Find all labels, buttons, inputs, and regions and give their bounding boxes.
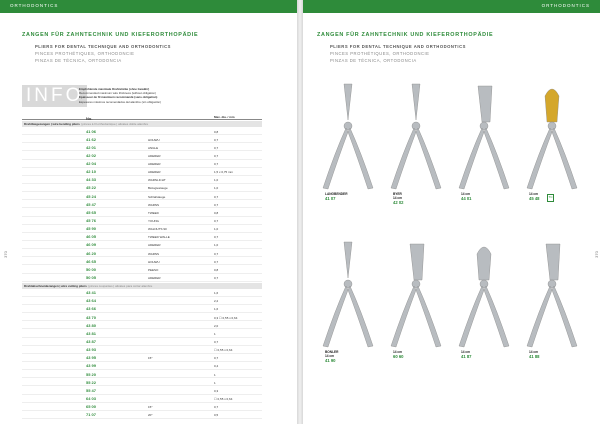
plier-label: 14 cm bbox=[461, 350, 471, 354]
plier-item bbox=[317, 240, 379, 363]
item-number: 55 22 bbox=[86, 379, 97, 385]
plier-item bbox=[317, 82, 379, 201]
title-es: PINZAS DE TÉCNICA, ORTODONCIA bbox=[330, 58, 417, 63]
item-description: 20° bbox=[148, 413, 153, 418]
right-page bbox=[303, 0, 600, 424]
item-max-diameter: 0,8 bbox=[214, 210, 219, 215]
table-row bbox=[22, 200, 262, 208]
table-row bbox=[22, 274, 262, 282]
item-max-diameter: 1,0 bbox=[214, 227, 219, 232]
note-fr: Epaisseur de fil maximum recommandé (sans obligation) bbox=[79, 95, 158, 100]
item-number: 71 07 bbox=[86, 412, 97, 418]
item-number: 42 04 bbox=[86, 161, 97, 167]
item-max-diameter: 0,7 bbox=[214, 276, 219, 281]
item-number: 43 95 bbox=[86, 355, 97, 361]
table-row bbox=[22, 233, 262, 241]
table-row bbox=[22, 249, 262, 257]
item-max-diameter: 1,6 bbox=[214, 291, 219, 296]
section-bending: Drahtbiegezangen | wire bending pliers | pinces à fil orthodontique | alicates doble alambre bbox=[22, 121, 262, 127]
table-row bbox=[22, 362, 262, 370]
left-page bbox=[0, 0, 297, 424]
item-max-diameter: 1,6 bbox=[214, 307, 219, 312]
item-description: TWEED bbox=[148, 210, 159, 215]
item-description: WALNUTS 90 bbox=[148, 227, 167, 232]
plier-number: 60 60 bbox=[393, 354, 404, 359]
plier-size: 14 cm bbox=[393, 196, 403, 200]
item-max-diameter: 0,7 bbox=[214, 137, 219, 142]
table-row bbox=[22, 192, 262, 200]
item-number: 43 70 bbox=[86, 314, 97, 320]
title-fr: PINCES PROTHÉTIQUES, ORTHODONCIE bbox=[330, 51, 430, 56]
header-label: ORTHODONTICS bbox=[10, 3, 59, 8]
note-en: Recommended maximum wire thickness (without obligation) bbox=[79, 91, 156, 96]
item-number: 41 06 bbox=[86, 128, 97, 134]
item-description: Schlafstauge bbox=[148, 194, 166, 199]
info-notes bbox=[79, 87, 161, 104]
item-description: ADERER bbox=[148, 170, 161, 175]
table-row bbox=[22, 321, 262, 329]
item-max-diameter: 0,7 bbox=[214, 162, 219, 167]
item-description: PEESO bbox=[148, 267, 159, 272]
plier-number: 42 02 bbox=[393, 200, 404, 205]
table-row bbox=[22, 329, 262, 337]
item-max-diameter: 0,7 bbox=[214, 235, 219, 240]
item-max-diameter: 0,7 bbox=[214, 194, 219, 199]
table-row bbox=[22, 386, 262, 394]
item-number: 45 65 bbox=[86, 209, 97, 215]
item-number: 43 66 bbox=[86, 306, 97, 312]
item-description: ADERER bbox=[148, 243, 161, 248]
item-max-diameter: 1 bbox=[214, 372, 216, 377]
item-number: 55 20 bbox=[86, 371, 97, 377]
col-max: Max. dia. / mm bbox=[214, 115, 235, 119]
item-max-diameter: 0,7 bbox=[214, 202, 219, 207]
item-number: 45 90 bbox=[86, 226, 97, 232]
title-en: PLIERS FOR DENTAL TECHNIQUE AND ORTHODONTICS bbox=[35, 44, 171, 49]
item-description: 15° bbox=[148, 405, 153, 410]
item-description: YOUNG bbox=[148, 219, 160, 224]
item-number: 43 99 bbox=[86, 363, 97, 369]
info-word: INFO bbox=[22, 85, 87, 107]
item-description: HOHWU bbox=[148, 137, 160, 142]
plier-number: 41 07 bbox=[325, 196, 336, 201]
item-number: 50 00 bbox=[86, 266, 97, 272]
item-number: 65 00 bbox=[86, 404, 97, 410]
plier-number: 41 90 bbox=[325, 358, 336, 363]
table-row bbox=[22, 346, 262, 354]
table-row bbox=[22, 297, 262, 305]
table-row bbox=[22, 127, 262, 135]
plier-label: 14 cm bbox=[393, 350, 403, 354]
item-max-diameter: 1 bbox=[214, 380, 216, 385]
item-description: ADERER bbox=[148, 153, 161, 158]
item-number: 46 09 bbox=[86, 242, 97, 248]
item-max-diameter: 0,8 bbox=[214, 267, 219, 272]
item-description: HOHWU bbox=[148, 259, 160, 264]
plier-illustration bbox=[521, 82, 583, 192]
item-max-diameter: 1,0 bbox=[214, 186, 219, 191]
plier-illustration bbox=[385, 240, 447, 350]
header-label: ORTHODONTICS bbox=[541, 3, 590, 8]
item-max-diameter: 0,4 bbox=[214, 364, 219, 369]
plier-label: 14 cm bbox=[529, 192, 539, 196]
item-number: 43 64 bbox=[86, 298, 97, 304]
rows-cutting bbox=[22, 289, 262, 419]
plier-item bbox=[521, 82, 583, 201]
item-number: 42 02 bbox=[86, 152, 97, 158]
table-row bbox=[22, 313, 262, 321]
item-max-diameter: 0,5 bbox=[214, 413, 219, 418]
table-row bbox=[22, 289, 262, 297]
item-number: 42 01 bbox=[86, 144, 97, 150]
plier-illustration bbox=[317, 240, 379, 350]
item-max-diameter: 1,5 x 0,75 mm bbox=[214, 170, 234, 175]
item-number: 46 65 bbox=[86, 258, 97, 264]
item-max-diameter: 0,7 bbox=[214, 145, 219, 150]
plier-label: BYER bbox=[393, 192, 402, 196]
item-description: WARNS bbox=[148, 202, 160, 207]
table-row bbox=[22, 411, 262, 419]
page-number: 370 bbox=[2, 251, 8, 258]
table-row bbox=[22, 168, 262, 176]
item-max-diameter: 2,0 bbox=[214, 323, 219, 328]
note-es: Espesores máximos recomendados del alambre (sin obligación) bbox=[79, 99, 162, 104]
item-max-diameter: 0,7 bbox=[214, 405, 219, 410]
item-number: 46 20 bbox=[86, 250, 97, 256]
table-row bbox=[22, 395, 262, 403]
item-number: 43 41 bbox=[86, 290, 97, 296]
item-max-diameter: 0,7 bbox=[214, 259, 219, 264]
plier-number: 45 48 bbox=[529, 196, 540, 201]
table-row bbox=[22, 184, 262, 192]
item-max-diameter: 0,7 bbox=[214, 219, 219, 224]
title-de: ZANGEN FÜR ZAHNTECHNIK UND KIEFERORTHOPÄDIE bbox=[317, 32, 494, 38]
item-number: 43 80 bbox=[86, 322, 97, 328]
item-description: ANGLE bbox=[148, 145, 159, 150]
col-no: No. bbox=[86, 115, 93, 121]
item-description: TWEED WALLE bbox=[148, 235, 170, 240]
title-block bbox=[317, 32, 493, 63]
item-number: 55 47 bbox=[86, 387, 97, 393]
table-row bbox=[22, 225, 262, 233]
item-max-diameter: 1,0 bbox=[214, 178, 219, 183]
table-row bbox=[22, 143, 262, 151]
item-max-diameter: 1 bbox=[214, 331, 216, 336]
item-max-diameter: 0,8 bbox=[214, 129, 219, 134]
item-description: ADERER bbox=[148, 276, 161, 281]
item-description: WARNLICHT bbox=[148, 178, 166, 183]
item-number: 43 93 bbox=[86, 347, 97, 353]
item-number: 64 03 bbox=[86, 396, 97, 401]
page-number: 370 bbox=[594, 251, 600, 258]
item-description: ADERER bbox=[148, 162, 161, 167]
item-max-diameter: 0,7 bbox=[214, 153, 219, 158]
table-row bbox=[22, 160, 262, 168]
plier-label: BONLER bbox=[325, 350, 339, 354]
item-max-diameter: 2,2 bbox=[214, 299, 219, 304]
item-max-diameter: 1,0 bbox=[214, 243, 219, 248]
plier-number: 41 88 bbox=[529, 354, 540, 359]
plier-label: 14 cm bbox=[529, 350, 539, 354]
plier-illustration bbox=[453, 82, 515, 192]
item-description: Biologiestauge bbox=[148, 186, 168, 191]
plier-item bbox=[521, 240, 583, 359]
title-block bbox=[22, 32, 198, 63]
item-number: 45 76 bbox=[86, 218, 97, 224]
item-number: 44 33 bbox=[86, 177, 97, 183]
table-row bbox=[22, 305, 262, 313]
plier-item bbox=[385, 82, 447, 205]
plier-item bbox=[385, 240, 447, 359]
item-max-diameter: ☐ 0,55 x 0,64 bbox=[214, 348, 233, 353]
plier-item bbox=[453, 82, 515, 201]
table-row bbox=[22, 338, 262, 346]
item-number: 43 81 bbox=[86, 330, 97, 336]
section-cutting: Drahtabschneidezangen | wire cutting pliers | pinces coupantes | alicates para cortar alambre bbox=[22, 283, 262, 289]
item-number: 43 87 bbox=[86, 339, 97, 345]
item-max-diameter: 0,3 bbox=[214, 388, 219, 393]
plier-label: LANGBENDER bbox=[325, 192, 348, 196]
table-row bbox=[22, 151, 262, 159]
table-row bbox=[22, 217, 262, 225]
plier-illustration bbox=[385, 82, 447, 192]
table-row bbox=[22, 354, 262, 362]
table-row bbox=[22, 403, 262, 411]
pliers-grid bbox=[317, 82, 595, 402]
plier-illustration bbox=[317, 82, 379, 192]
table-row bbox=[22, 378, 262, 386]
rows-bending bbox=[22, 127, 262, 282]
table-row bbox=[22, 135, 262, 143]
table-row bbox=[22, 208, 262, 216]
item-number: 45 22 bbox=[86, 185, 97, 191]
table-row bbox=[22, 265, 262, 273]
item-max-diameter: ☐ 0,55 x 0,64 bbox=[214, 397, 233, 401]
item-number: 45 47 bbox=[86, 201, 97, 207]
title-es: PINZAS DE TÉCNICA, ORTODONCIA bbox=[35, 58, 122, 63]
plier-label: 14 cm bbox=[461, 192, 471, 196]
item-number: 41 62 bbox=[86, 136, 97, 142]
title-de: ZANGEN FÜR ZAHNTECHNIK UND KIEFERORTHOPÄDIE bbox=[22, 32, 199, 38]
plier-illustration bbox=[453, 240, 515, 350]
plier-number: 41 87 bbox=[461, 354, 472, 359]
wire-thickness-table bbox=[22, 114, 262, 419]
table-row bbox=[22, 370, 262, 378]
item-max-diameter: 0,7 bbox=[214, 340, 219, 345]
item-number: 45 24 bbox=[86, 193, 97, 199]
item-max-diameter: 0,7 bbox=[214, 251, 219, 256]
note-de: Empfohlende maximale Drahtstärke (ohne Gewähr) bbox=[79, 87, 150, 91]
item-number: 50 05 bbox=[86, 275, 97, 281]
table-row bbox=[22, 257, 262, 265]
item-max-diameter: 0,3 ☐ 0,55 x 0,64 bbox=[214, 315, 238, 320]
table-header bbox=[22, 114, 262, 120]
item-description: 15° bbox=[148, 356, 153, 361]
title-en: PLIERS FOR DENTAL TECHNIQUE AND ORTHODONTICS bbox=[330, 44, 466, 49]
item-max-diameter: 0,7 bbox=[214, 356, 219, 361]
title-fr: PINCES PROTHÉTIQUES, ORTHODONCIE bbox=[35, 51, 135, 56]
item-description: WARNS bbox=[148, 251, 160, 256]
tc-badge: TC bbox=[547, 194, 554, 202]
item-number: 42 10 bbox=[86, 169, 97, 175]
item-number: 46 05 bbox=[86, 234, 97, 240]
plier-item bbox=[453, 240, 515, 359]
table-row bbox=[22, 176, 262, 184]
plier-number: 44 01 bbox=[461, 196, 472, 201]
plier-size: 14 cm bbox=[325, 354, 335, 358]
table-row bbox=[22, 241, 262, 249]
plier-illustration bbox=[521, 240, 583, 350]
